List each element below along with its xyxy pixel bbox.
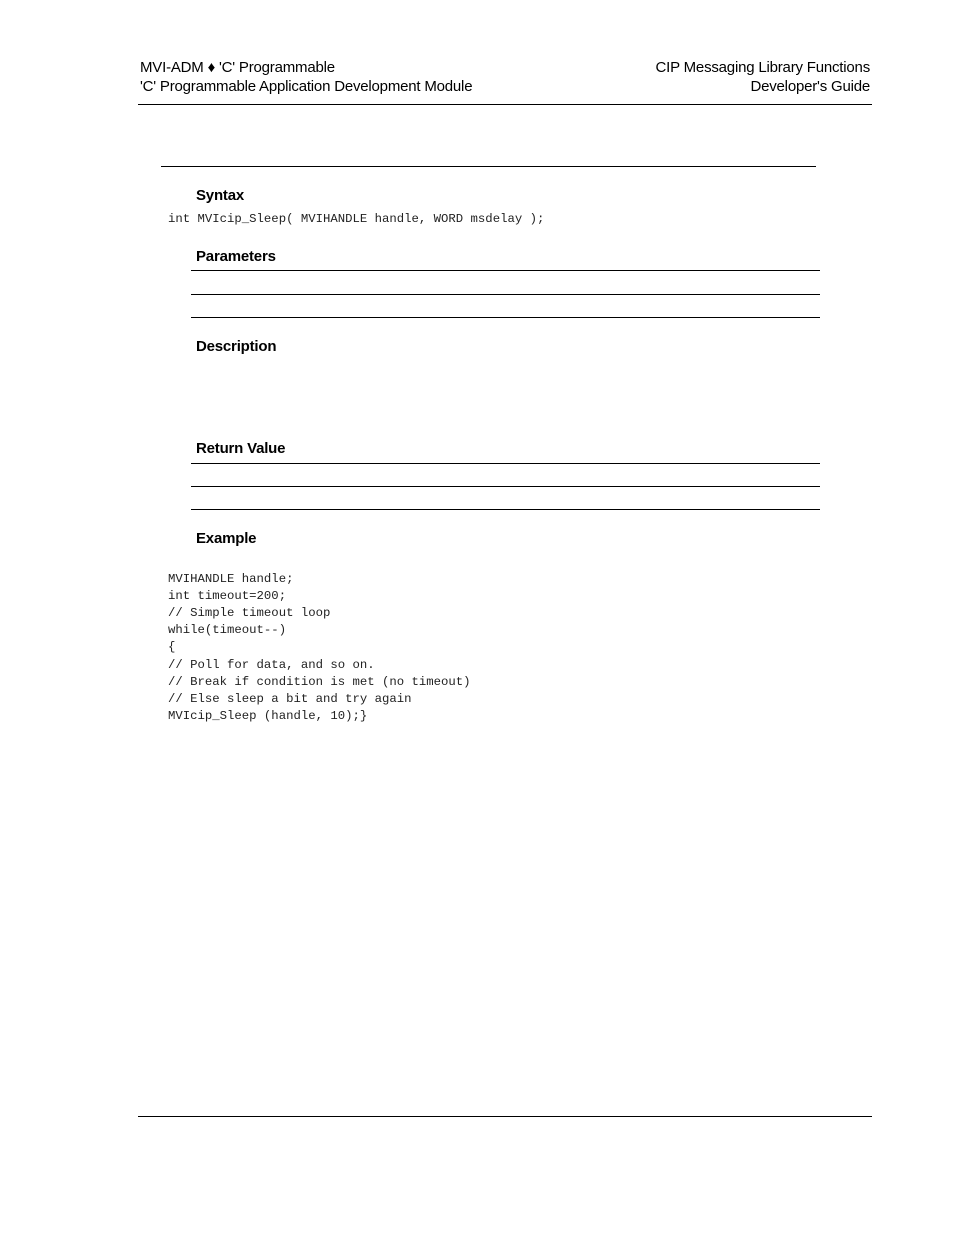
syntax-heading: Syntax [196, 187, 244, 204]
code-line: // Simple timeout loop [168, 606, 331, 621]
parameters-table-top-border [191, 270, 820, 271]
code-line: while(timeout--) [168, 623, 287, 638]
code-line: // Else sleep a bit and try again [168, 691, 412, 706]
parameters-table-bottom-border [191, 317, 820, 318]
code-line: // Poll for data, and so on. [168, 657, 375, 672]
code-line: int timeout=200; [168, 589, 287, 604]
parameters-table-row-border [191, 294, 820, 295]
return-table-row-border [191, 486, 820, 487]
page-header-left [140, 58, 472, 96]
code-line: MVIHANDLE handle; [168, 572, 294, 587]
footer-divider [138, 1116, 872, 1117]
product-name: MVI-ADM ♦ 'C' Programmable [140, 59, 335, 76]
product-subtitle: 'C' Programmable Application Development Module [140, 78, 473, 95]
code-line: { [168, 640, 176, 655]
parameters-heading: Parameters [196, 248, 276, 265]
return-table-bottom-border [191, 509, 820, 510]
header-divider [138, 104, 872, 105]
guide-title: Developer's Guide [750, 78, 870, 95]
code-line: MVIcip_Sleep (handle, 10);} [168, 708, 368, 723]
return-table-top-border [191, 463, 820, 464]
function-title-divider [161, 166, 816, 167]
example-heading: Example [196, 530, 257, 547]
chapter-title: CIP Messaging Library Functions [655, 59, 870, 76]
return-value-heading: Return Value [196, 440, 286, 457]
code-line: // Break if condition is met (no timeout) [168, 674, 471, 689]
page-header-right [656, 58, 870, 96]
example-code-block [168, 554, 471, 742]
syntax-code: int MVIcip_Sleep( MVIHANDLE handle, WORD msdelay ); [168, 212, 545, 226]
description-heading: Description [196, 338, 277, 355]
